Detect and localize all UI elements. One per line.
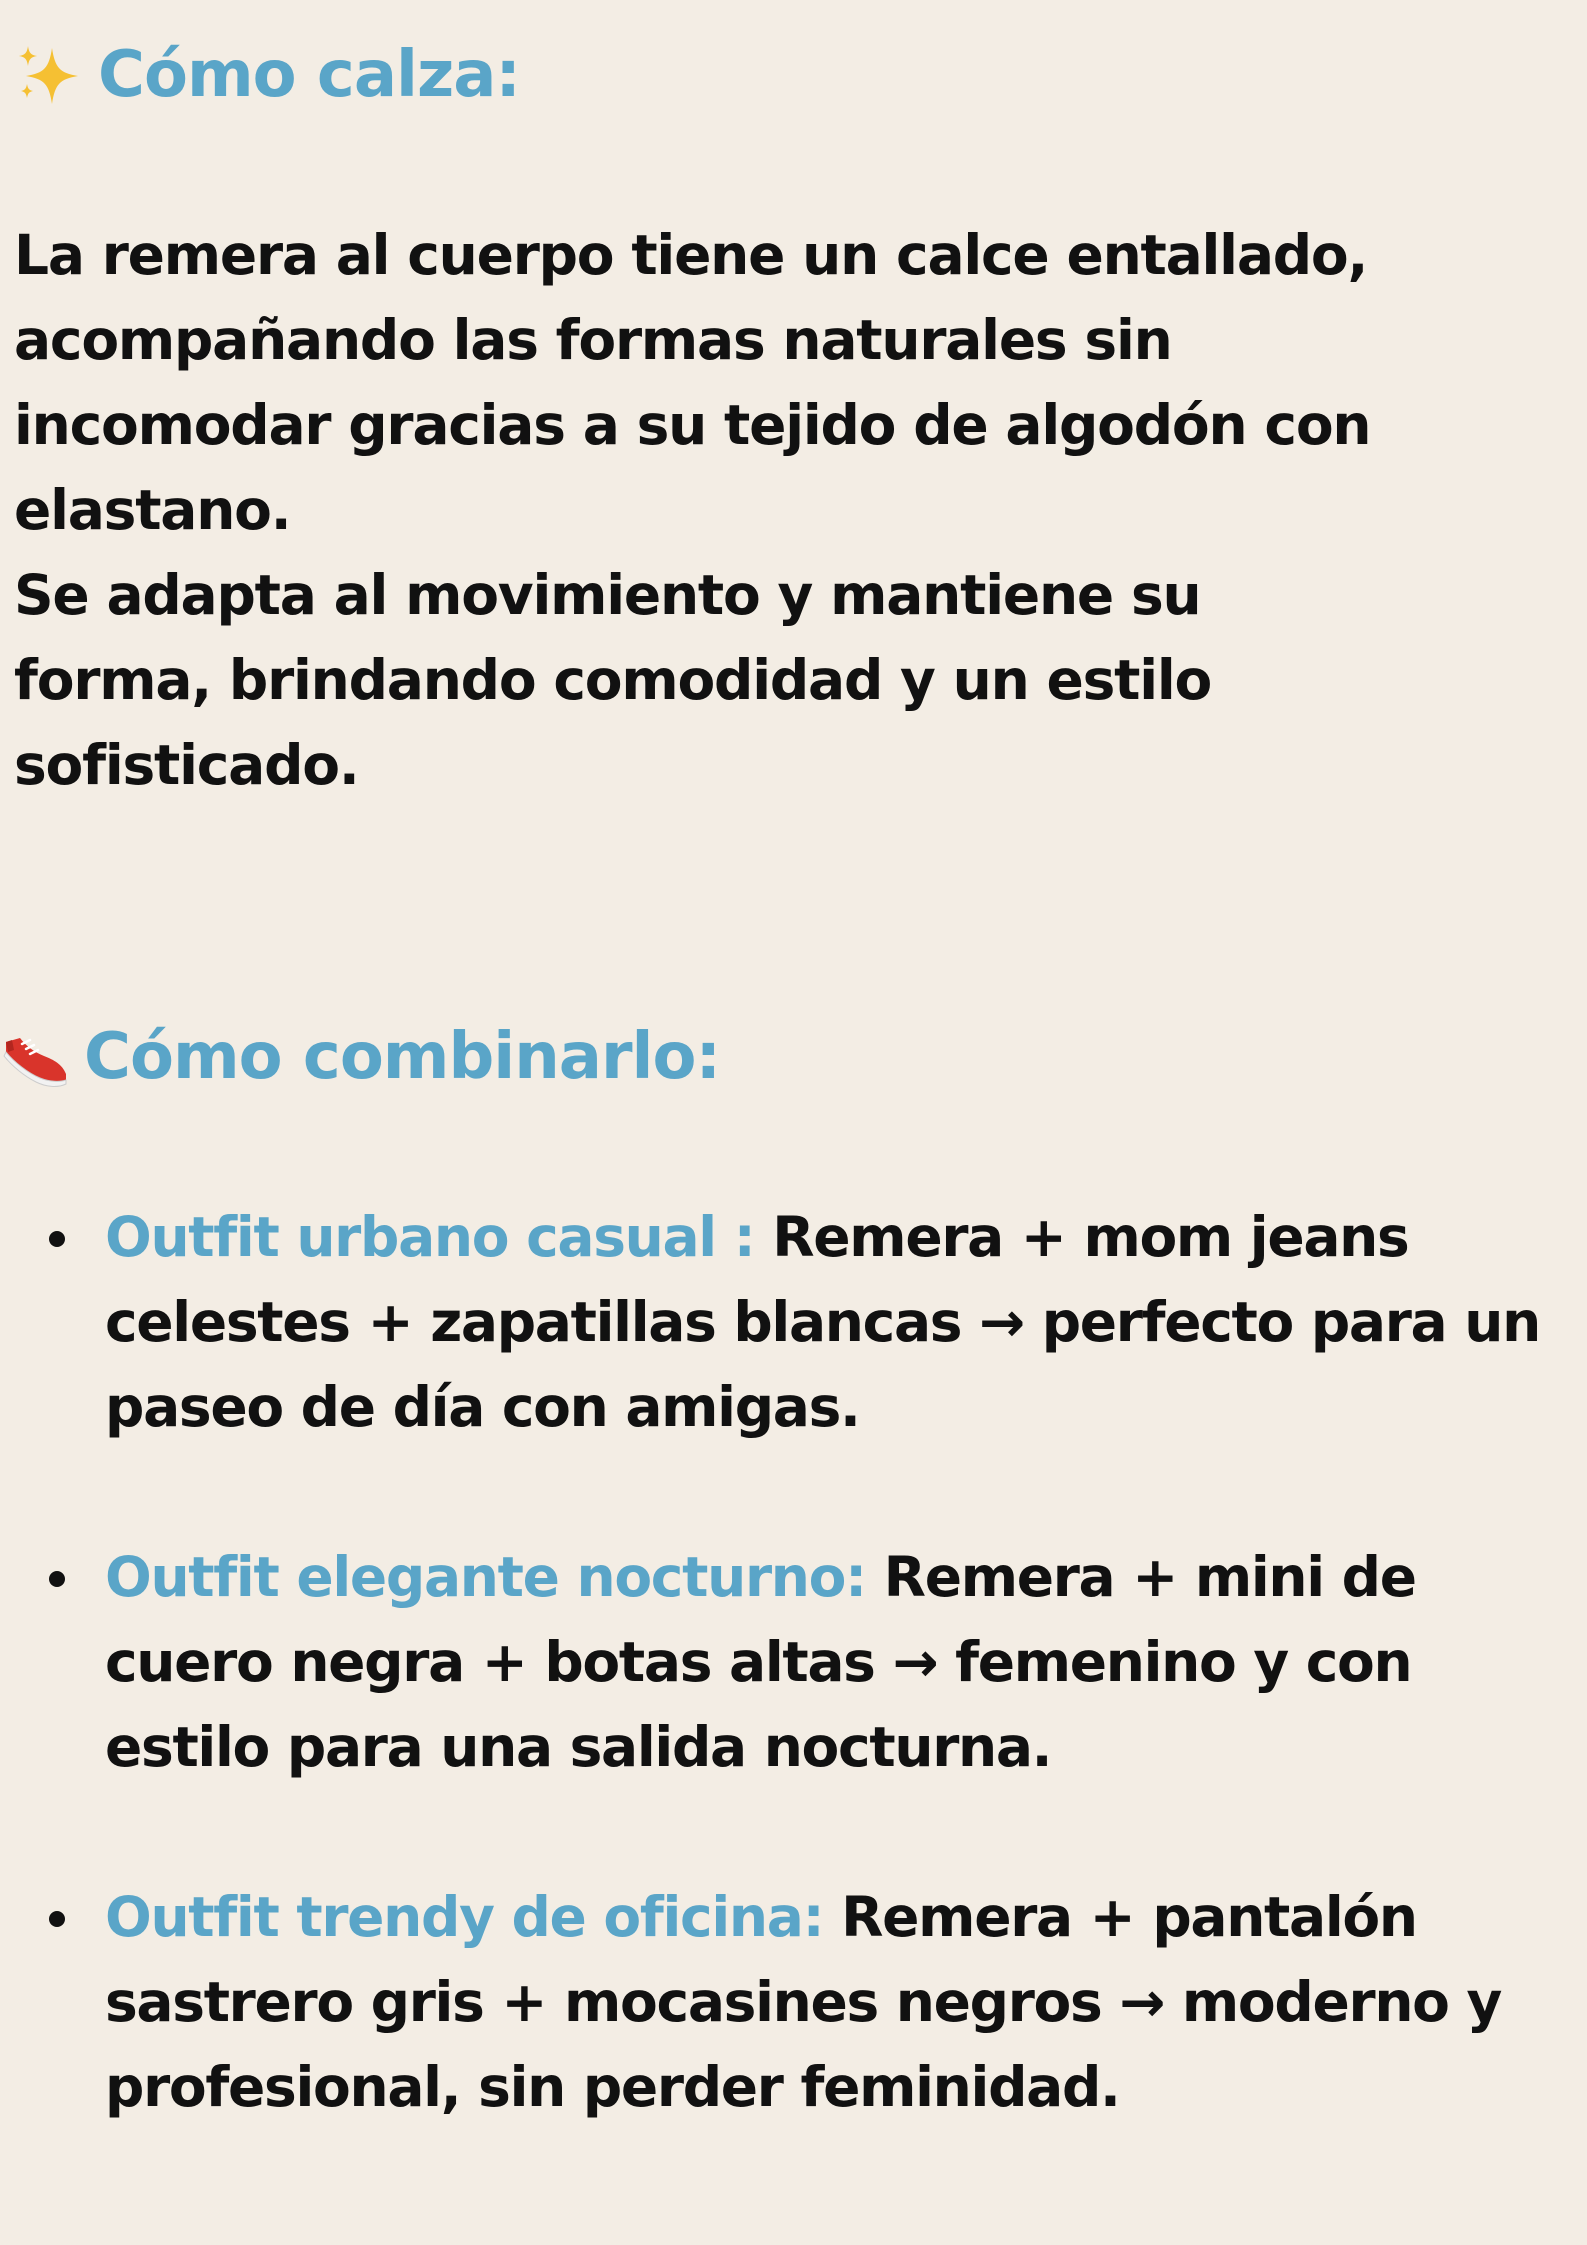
sneaker-icon xyxy=(0,1022,70,1092)
outfit-description: Remera + mini de cuero negra + botas altas → femenino y con estilo para una salida nocturna. xyxy=(105,1545,1416,1779)
fit-paragraph-1: La remera al cuerpo tiene un calce entallado, acompañando las formas naturales sin incomodar gracias a su tejido de algodón con elastano. xyxy=(14,223,1371,542)
outfit-label: Outfit urbano casual : xyxy=(105,1205,755,1269)
fit-heading-text: Cómo calza: xyxy=(98,38,520,112)
combine-heading-text: Cómo combinarlo: xyxy=(84,1020,721,1094)
list-item xyxy=(105,1535,1565,1790)
sparkles-icon xyxy=(14,40,84,110)
list-item xyxy=(105,1875,1525,2130)
fit-heading xyxy=(14,30,520,120)
outfit-description: Remera + pantalón sastrero gris + mocasines negros → moderno y profesional, sin perder feminidad. xyxy=(105,1885,1502,2119)
outfit-label: Outfit elegante nocturno: xyxy=(105,1545,866,1609)
outfit-description: Remera + mom jeans celestes + zapatillas blancas → perfecto para un paseo de día con amigas. xyxy=(105,1205,1540,1439)
combine-heading xyxy=(0,1012,720,1102)
list-item xyxy=(105,1195,1587,1450)
outfit-label: Outfit trendy de oficina: xyxy=(105,1885,824,1949)
fit-paragraph-2: Se adapta al movimiento y mantiene su forma, brindando comodidad y un estilo sofisticado. xyxy=(14,563,1212,797)
